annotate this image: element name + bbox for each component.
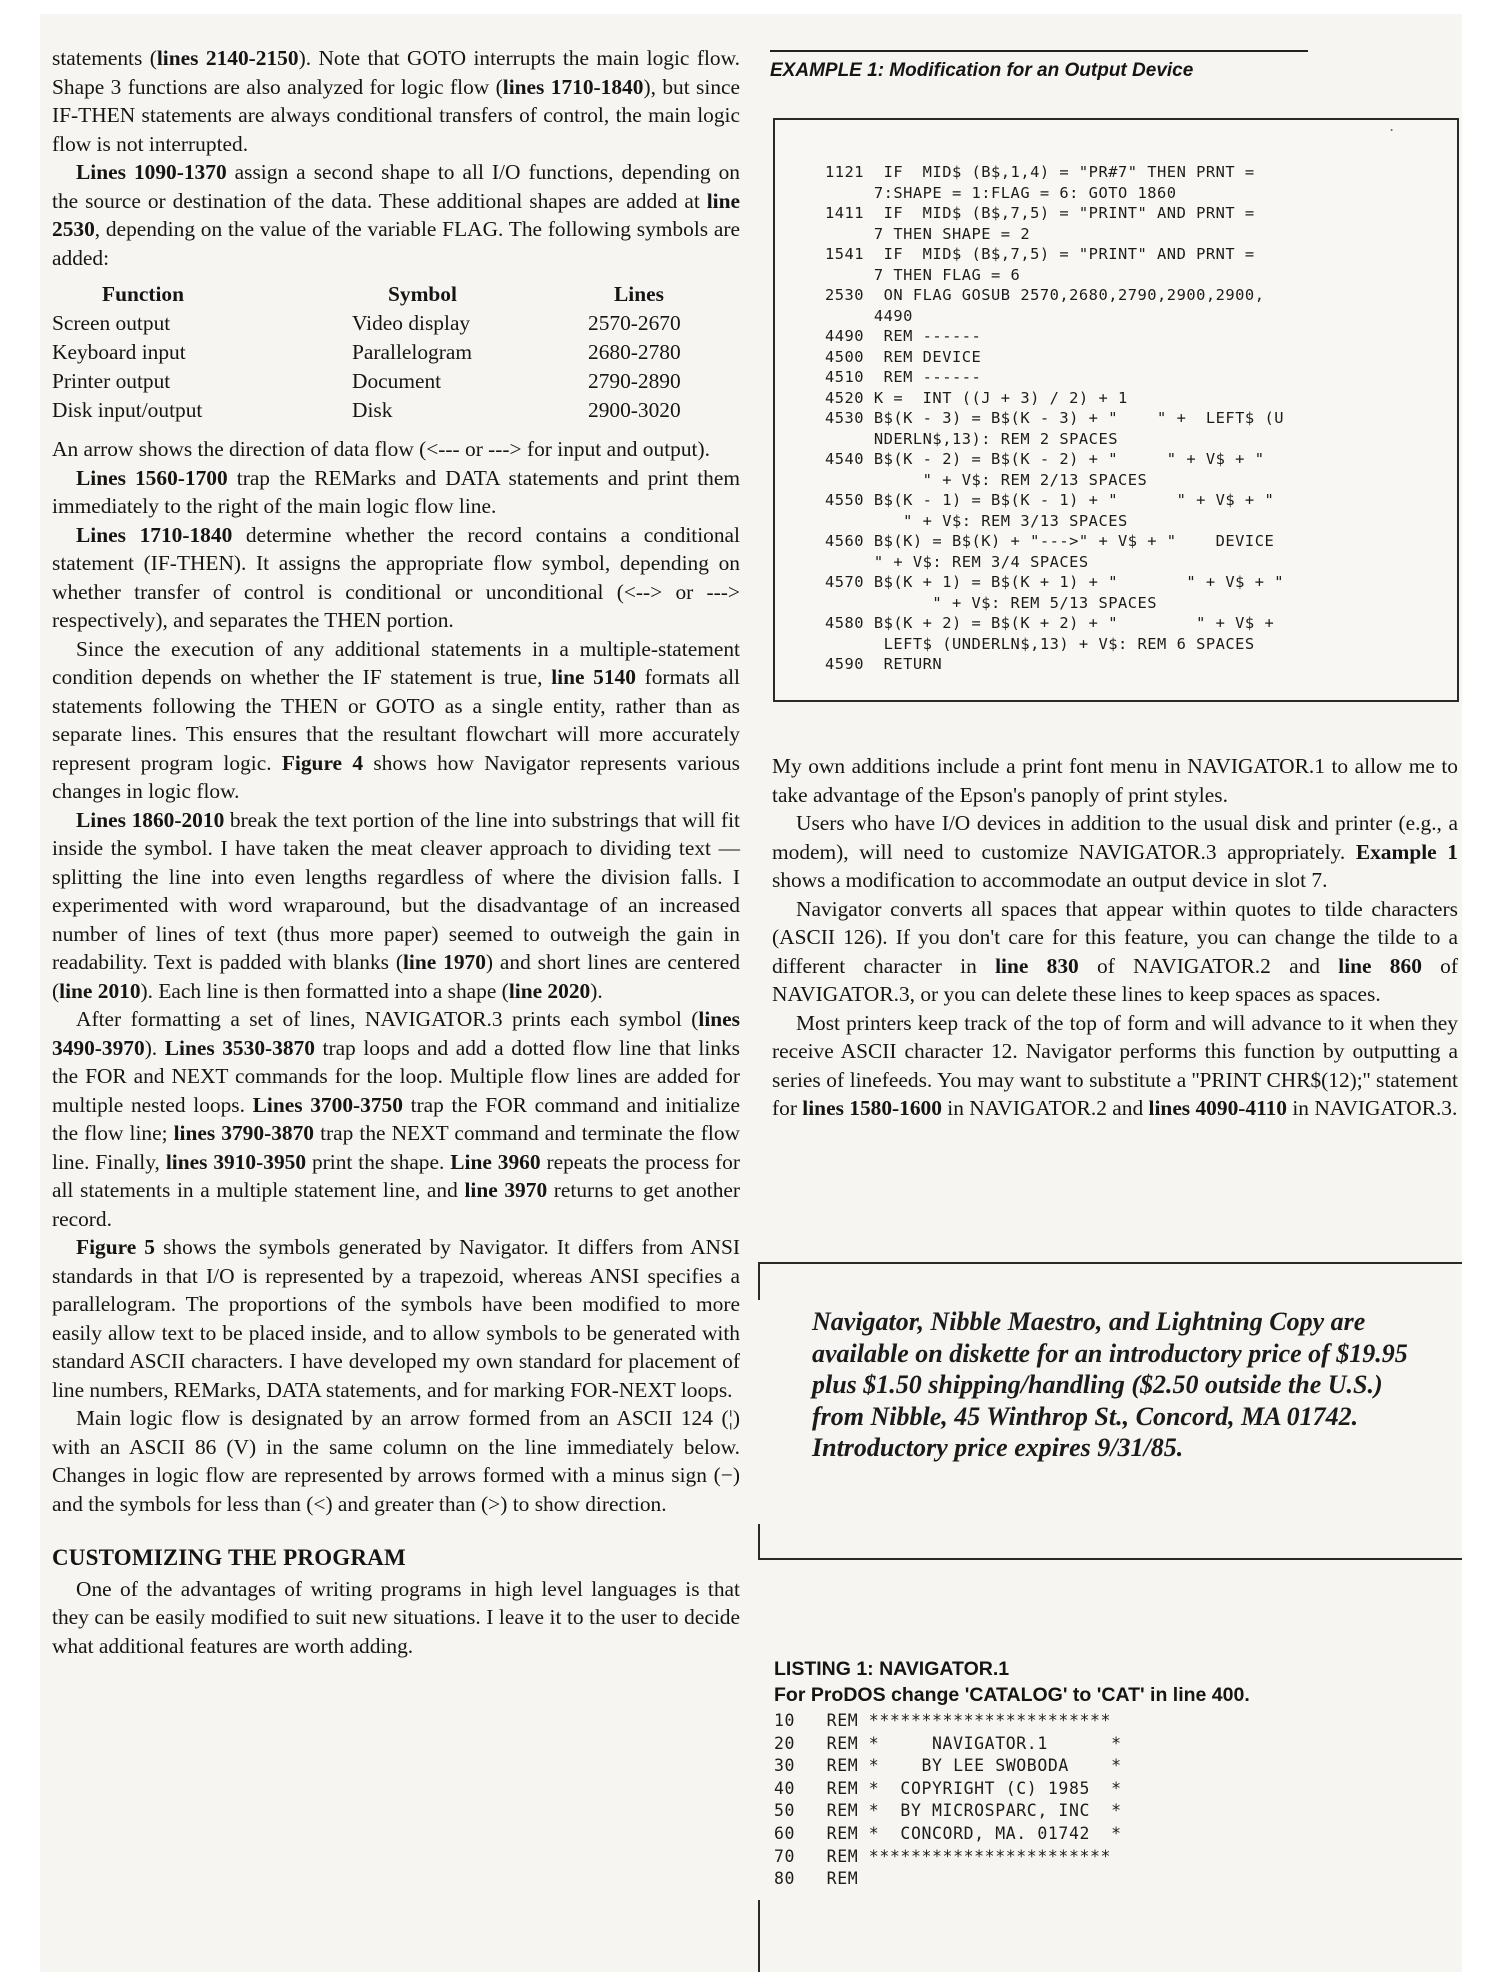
code-line: " + V$: REM 2/13 SPACES bbox=[825, 470, 1148, 489]
code-line: 30 REM * BY LEE SWOBODA * bbox=[774, 1756, 1122, 1776]
table-cell: 2680-2780 bbox=[588, 340, 681, 364]
table-row bbox=[52, 309, 681, 338]
code-line: NDERLN$,13): REM 2 SPACES bbox=[825, 429, 1118, 448]
paragraph-loops: After formatting a set of lines, NAVIGATOR.3 prints each symbol (lines 3490-3970). Lines 3530-3870 trap loops and add a dotted flow line that links the FOR and NEXT commands for the loop. Multiple flow lines are added for multiple nested loops. Lines 3700-3750 trap the FOR command and initialize the flow line; lines 3790-3870 trap the NEXT command and terminate the flow line. Finally, lines 3910-3950 print the shape. Line 3960 repeats the process for all statements in a multiple statement line, and line 3970 returns to get another record. bbox=[52, 1007, 741, 1231]
section-heading: CUSTOMIZING THE PROGRAM bbox=[52, 1545, 406, 1570]
code-line: 80 REM bbox=[774, 1869, 859, 1889]
code-line: 4570 B$(K + 1) = B$(K + 1) + " " + V$ + " bbox=[825, 573, 1284, 591]
code-line: 4520 K = INT ((J + 3) / 2) + 1 bbox=[825, 388, 1128, 407]
code-line: 4500 REM DEVICE bbox=[825, 347, 982, 366]
promo-bottom-rule bbox=[758, 1558, 1462, 1560]
paragraph-customizing: One of the advantages of writing programs in high level languages is that they can be easily modified to suit new situations. I leave it to the user to decide what additional features are worth adding. bbox=[52, 1576, 740, 1658]
code-line: 4510 REM ------ bbox=[825, 368, 982, 386]
code-line: " + V$: REM 3/13 SPACES bbox=[825, 511, 1128, 530]
promo-text: Navigator, Nibble Maestro, and Lightning Copy are available on diskette for an introductory price of $19.95 plus $1.50 shipping/handling ($2.50 outside the U.S.) from Nibble, 45 Winthrop St., Concord, MA 01742. Introductory price expires 9/31/85. bbox=[812, 1307, 1408, 1462]
table-row bbox=[52, 396, 681, 425]
table-header: Function bbox=[102, 282, 185, 306]
example-top-rule bbox=[770, 50, 1308, 52]
right-column bbox=[772, 752, 1458, 1123]
paragraph-top-of-form: Most printers keep track of the top of form and will advance to it when they receive ASCII character 12. Navigator performs this function by outputting a series of linefeeds. You may want to substitute a ''PRINT CHR$(12);'' statement for lines 1580-1600 in NAVIGATOR.2 and lines 4090-4110 in NAVIGATOR.3. bbox=[772, 1010, 1458, 1120]
listing-heading: LISTING 1: NAVIGATOR.1 bbox=[774, 1658, 1010, 1680]
left-column bbox=[52, 44, 740, 1660]
example-title: EXAMPLE 1: Modification for an Output Device bbox=[770, 60, 1194, 81]
code-line: 50 REM * BY MICROSPARC, INC * bbox=[774, 1801, 1122, 1821]
table-header-row bbox=[52, 280, 681, 309]
code-line: 4560 B$(K) = B$(K) + "--->" + V$ + " DEVICE bbox=[825, 532, 1275, 550]
code-line: 4580 B$(K + 2) = B$(K + 2) + " " + V$ + bbox=[825, 614, 1275, 632]
table-cell: Document bbox=[352, 369, 442, 393]
table-cell: 2570-2670 bbox=[588, 311, 681, 335]
paragraph-tilde: Navigator converts all spaces that appear within quotes to tilde characters (ASCII 126). If you don't care for this feature, you can change the tilde to a different character in line 830 of NAVIGATOR.2 and line 860 of NAVIGATOR.3, or you can delete these lines to keep spaces as spaces. bbox=[772, 896, 1459, 1006]
table-cell: Screen output bbox=[52, 311, 171, 335]
code-line: 1121 IF MID$ (B$,1,4) = "PR#7" THEN PRNT = bbox=[825, 163, 1255, 181]
code-line: LEFT$ (UNDERLN$,13) + V$: REM 6 SPACES bbox=[825, 634, 1255, 653]
code-line: " + V$: REM 5/13 SPACES bbox=[825, 593, 1158, 612]
table-cell: 2790-2890 bbox=[588, 369, 681, 393]
code-line: 40 REM * COPYRIGHT (C) 1985 * bbox=[774, 1778, 1122, 1798]
paragraph-rem-data: Lines 1560-1700 trap the REMarks and DATA statements and print them immediately to the right of the main logic flow line. bbox=[52, 465, 740, 518]
table-cell: Disk input/output bbox=[52, 398, 203, 422]
listing-title bbox=[774, 1656, 1250, 1708]
code-line: 70 REM *********************** bbox=[774, 1846, 1112, 1866]
speck: • bbox=[1390, 126, 1393, 135]
listing-code bbox=[774, 1710, 1122, 1891]
code-line: 1411 IF MID$ (B$,7,5) = "PRINT" AND PRNT = bbox=[825, 204, 1255, 222]
code-line: 2530 ON FLAG GOSUB 2570,2680,2790,2900,2900, bbox=[825, 286, 1265, 304]
paragraph-multiple-statement: Since the execution of any additional statements in a multiple-statement condition depends on whether the IF statement is true, line 5140 formats all statements following the THEN or GOTO as a single entity, rather than as separate lines. This ensures that the resultant flowchart will more accurately represent program logic. Figure 4 shows how Navigator represents various changes in logic flow. bbox=[52, 636, 741, 803]
table-cell: Printer output bbox=[52, 369, 171, 393]
code-line: 1541 IF MID$ (B$,7,5) = "PRINT" AND PRNT = bbox=[825, 245, 1255, 263]
table-row bbox=[52, 367, 681, 396]
code-line: 4490 bbox=[825, 306, 913, 325]
example-code-box bbox=[773, 118, 1459, 702]
code-line: 60 REM * CONCORD, MA. 01742 * bbox=[774, 1823, 1122, 1843]
code-line: 4550 B$(K - 1) = B$(K - 1) + " " + V$ + " bbox=[825, 491, 1275, 509]
code-line: " + V$: REM 3/4 SPACES bbox=[825, 552, 1089, 571]
symbols-table bbox=[52, 280, 681, 425]
table-cell: 2900-3020 bbox=[588, 398, 681, 422]
code-line: 4590 RETURN bbox=[825, 655, 943, 673]
promo-left-rule-lower bbox=[758, 1524, 760, 1560]
code-line: 7:SHAPE = 1:FLAG = 6: GOTO 1860 bbox=[825, 183, 1177, 202]
paragraph-flow-statements: statements (lines 2140-2150). Note that GOTO interrupts the main logic flow. Shape 3 functions are also analyzed for logic flow (lines 1710-1840), but since IF-THEN statements are always conditional transfers of control, the main logic flow is not interrupted. bbox=[52, 46, 741, 156]
code-line: 7 THEN FLAG = 6 bbox=[825, 265, 1021, 284]
code-line: 4540 B$(K - 2) = B$(K - 2) + " " + V$ + " bbox=[825, 450, 1265, 468]
table-cell: Keyboard input bbox=[52, 340, 186, 364]
code-line: 4530 B$(K - 3) = B$(K - 3) + " " + LEFT$ (U bbox=[825, 409, 1284, 427]
code-line: 10 REM *********************** bbox=[774, 1711, 1112, 1730]
table-header: Symbol bbox=[388, 282, 457, 306]
paragraph-additions: My own additions include a print font menu in NAVIGATOR.1 to allow me to take advantage of the Epson's panoply of print styles. bbox=[772, 754, 1458, 807]
table-cell: Disk bbox=[352, 398, 393, 422]
table-cell: Parallelogram bbox=[352, 340, 472, 364]
paragraph-substrings: Lines 1860-2010 break the text portion of the line into substrings that will fit inside the symbol. I have taken the meat cleaver approach to dividing text — splitting the line into even lengths regardless of where the division falls. I experimented with word wraparound, but the disadvantage of an increased number of lines of text (thus more paper) seemed to outweigh the gain in readability. Text is padded with blanks (line 1970) and short lines are centered (line 2010). Each line is then formatted into a shape (line 2020). bbox=[52, 807, 740, 1003]
paragraph-io-shapes: Lines 1090-1370 assign a second shape to all I/O functions, depending on the source or destination of the data. These additional shapes are added at line 2530, depending on the value of the variable FLAG. The following symbols are added: bbox=[52, 160, 740, 270]
code-line: 20 REM * NAVIGATOR.1 * bbox=[774, 1733, 1122, 1753]
paragraph-io-devices: Users who have I/O devices in addition to the usual disk and printer (e.g., a modem), will need to customize NAVIGATOR.3 appropriately. Example 1 shows a modification to accommodate an output device in slot 7. bbox=[772, 811, 1458, 892]
table-cell: Video display bbox=[352, 311, 471, 335]
table-row bbox=[52, 338, 681, 367]
listing-subtitle: For ProDOS change 'CATALOG' to 'CAT' in line 400. bbox=[774, 1684, 1250, 1706]
code-line: 7 THEN SHAPE = 2 bbox=[825, 224, 1031, 243]
paragraph-symbols: Figure 5 shows the symbols generated by Navigator. It differs from ANSI standards in that I/O is represented by a trapezoid, whereas ANSI specifies a parallelogram. The proportions of the symbols have been modified to more easily allow text to be placed inside, and to allow symbols to be generated with standard ASCII characters. I have developed my own standard for placement of line numbers, REMarks, DATA statements, and for marking FOR-NEXT loops. bbox=[52, 1235, 740, 1402]
promo-left-rule bbox=[758, 1262, 760, 1300]
example-code bbox=[825, 162, 1284, 675]
paragraph-arrow-direction: An arrow shows the direction of data flow (<--- or ---> for input and output). bbox=[52, 437, 710, 461]
paragraph-conditional: Lines 1710-1840 determine whether the record contains a conditional statement (IF-THEN). It assigns the appropriate flow symbol, depending on whether transfer of control is conditional or unconditional (<--> or ---> respectively), and separates the THEN portion. bbox=[52, 522, 740, 632]
table-header: Lines bbox=[614, 282, 664, 306]
code-line: 4490 REM ------ bbox=[825, 327, 982, 345]
promo-top-rule bbox=[758, 1262, 1462, 1264]
paragraph-main-logic: Main logic flow is designated by an arrow formed from an ASCII 124 (¦) with an ASCII 86 (V) in the same column on the line immediately below. Changes in logic flow are represented by arrows formed with a minus sign (−) and the symbols for less than (<) and greater than (>) to show direction. bbox=[52, 1406, 740, 1516]
listing-left-rule bbox=[758, 1900, 760, 1972]
